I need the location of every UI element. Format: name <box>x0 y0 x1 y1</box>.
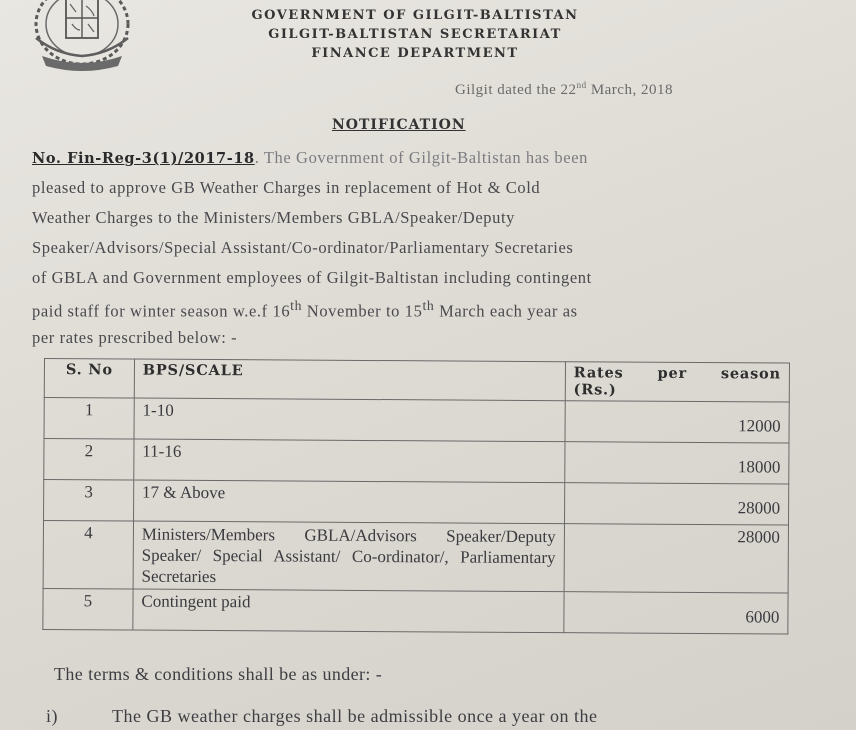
table-row <box>44 480 789 526</box>
header-rates-word-3: season <box>720 365 781 383</box>
letterhead-line-department: FINANCE DEPARTMENT <box>311 46 519 61</box>
term-item-number: i) <box>46 706 58 726</box>
row-rate: 28000 <box>564 524 789 593</box>
body-line-5: of GBLA and Government employees of Gilgit-Baltistan including contingent <box>32 268 592 287</box>
table-header-row <box>44 359 789 403</box>
header-rates-unit: (Rs.) <box>573 381 617 399</box>
row-bps: Ministers/Members GBLA/Advisors Speaker/Deputy Speaker/ Special Assistant/ Co-ordinator/, Parliamentary Secretaries <box>133 521 564 592</box>
date-line <box>455 80 673 99</box>
date-suffix-ordinal: nd <box>576 80 587 90</box>
term-item-i <box>46 706 598 727</box>
body-line-1 <box>32 148 767 178</box>
government-emblem-icon <box>28 0 136 80</box>
row-bps: 1-10 <box>134 398 565 442</box>
row-sno: 5 <box>43 588 133 630</box>
header-bps-scale: BPS/SCALE <box>134 359 565 401</box>
date-month-year: March, 2018 <box>586 82 673 98</box>
row-rate: 18000 <box>565 442 789 484</box>
header-rates-word-1: Rates <box>573 364 624 382</box>
notification-title: NOTIFICATION <box>332 117 466 133</box>
row-rate: 12000 <box>565 401 789 443</box>
body-line-6-c: March each year as <box>434 301 578 321</box>
term-item-text: The GB weather charges shall be admissible once a year on the <box>112 706 598 726</box>
header-sno: S. No <box>44 359 134 399</box>
row-sno: 2 <box>44 439 134 481</box>
row-bps: 11-16 <box>134 439 565 483</box>
notification-body <box>32 148 767 358</box>
date-prefix: Gilgit dated the 22 <box>455 82 577 98</box>
ordinal-1: th <box>290 298 303 313</box>
header-rates-word-2: per <box>657 364 688 382</box>
header-rates <box>565 362 789 402</box>
table-row <box>43 588 788 634</box>
letterhead-line-government: GOVERNMENT OF GILGIT-BALTISTAN <box>251 8 579 23</box>
rates-table <box>42 358 790 635</box>
row-bps: Contingent paid <box>133 589 564 633</box>
row-rate: 28000 <box>564 483 788 525</box>
body-line-4: Speaker/Advisors/Special Assistant/Co-ordinator/Parliamentary Secretaries <box>32 238 574 257</box>
body-line-6-b: November to 15 <box>302 301 423 321</box>
table-row <box>44 398 789 444</box>
table-row <box>43 521 788 594</box>
row-rate: 6000 <box>564 592 788 634</box>
table-row <box>44 439 789 485</box>
body-line-3: Weather Charges to the Ministers/Members GBLA/Speaker/Deputy <box>32 208 515 227</box>
body-line-7: per rates prescribed below: - <box>32 328 238 347</box>
letterhead <box>180 6 650 63</box>
body-line-1-text: . The Government of Gilgit-Baltistan has been <box>254 148 588 167</box>
body-line-2: pleased to approve GB Weather Charges in replacement of Hot & Cold <box>32 178 541 197</box>
row-sno: 3 <box>44 480 134 522</box>
letterhead-line-secretariat: GILGIT-BALTISTAN SECRETARIAT <box>268 27 562 42</box>
row-sno: 4 <box>43 521 133 590</box>
body-line-6-a: paid staff for winter season w.e.f 16 <box>32 301 291 321</box>
ordinal-2: th <box>422 298 435 313</box>
reference-number: No. Fin-Reg-3(1)/2017-18 <box>32 150 255 167</box>
row-bps: 17 & Above <box>133 480 564 524</box>
body-line-6 <box>32 298 767 328</box>
row-sno: 1 <box>44 398 134 440</box>
terms-intro: The terms & conditions shall be as under: - <box>54 664 383 684</box>
